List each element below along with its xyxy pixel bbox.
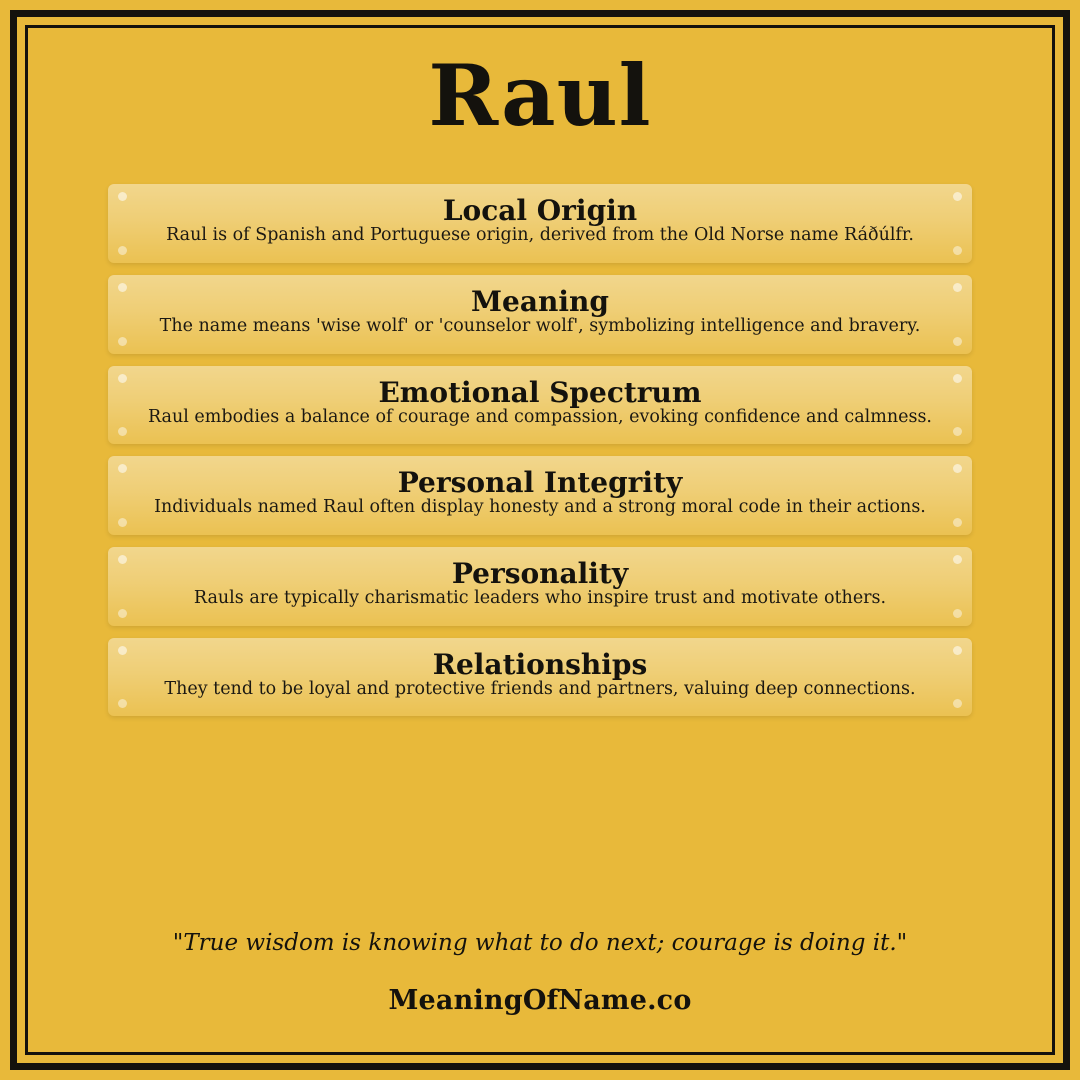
rivet-icon: [953, 609, 962, 618]
section-title: Personal Integrity: [397, 466, 683, 500]
section-card-relationships: [108, 638, 972, 717]
rivet-icon: [118, 609, 127, 618]
section-card-local-origin: [108, 184, 972, 263]
rivet-icon: [953, 518, 962, 527]
rivet-icon: [118, 427, 127, 436]
section-title: Local Origin: [442, 194, 638, 228]
rivet-icon: [118, 337, 127, 346]
quote-text: True wisdom is knowing what to do next; courage is doing it.: [183, 930, 897, 956]
section-text: Raul embodies a balance of courage and compassion, evoking confidence and calmness.: [147, 406, 932, 427]
section-title: Relationships: [432, 647, 648, 681]
section-card-personal-integrity: [108, 456, 972, 535]
section-text: They tend to be loyal and protective friends and partners, valuing deep connections.: [164, 678, 916, 699]
section-title: Emotional Spectrum: [378, 375, 702, 409]
section-card-emotional-spectrum: [108, 366, 972, 445]
rivet-icon: [118, 699, 127, 708]
quote-open-mark: ": [172, 930, 184, 956]
poster-content: [28, 28, 1052, 1052]
section-text: Raul is of Spanish and Portuguese origin, derived from the Old Norse name Ráðúlfr.: [166, 225, 914, 246]
section-card-personality: [108, 547, 972, 626]
section-text: The name means 'wise wolf' or 'counselor wolf', symbolizing intelligence and bravery.: [159, 315, 921, 336]
page-title: Raul: [428, 46, 652, 145]
section-text: Rauls are typically charismatic leaders who inspire trust and motivate others.: [193, 587, 887, 608]
rivet-icon: [118, 518, 127, 527]
brand-name: MeaningOfName.co: [388, 985, 692, 1016]
section-text: Individuals named Raul often display honesty and a strong moral code in their actions.: [154, 497, 926, 518]
section-card-meaning: [108, 275, 972, 354]
rivet-icon: [953, 337, 962, 346]
sections-list: [28, 184, 1052, 716]
rivet-icon: [953, 246, 962, 255]
rivet-icon: [953, 427, 962, 436]
section-title: Personality: [451, 557, 629, 591]
rivet-icon: [118, 246, 127, 255]
quote-line: [28, 930, 1052, 956]
rivet-icon: [953, 699, 962, 708]
section-title: Meaning: [471, 285, 609, 319]
quote-close-mark: ": [896, 930, 908, 956]
